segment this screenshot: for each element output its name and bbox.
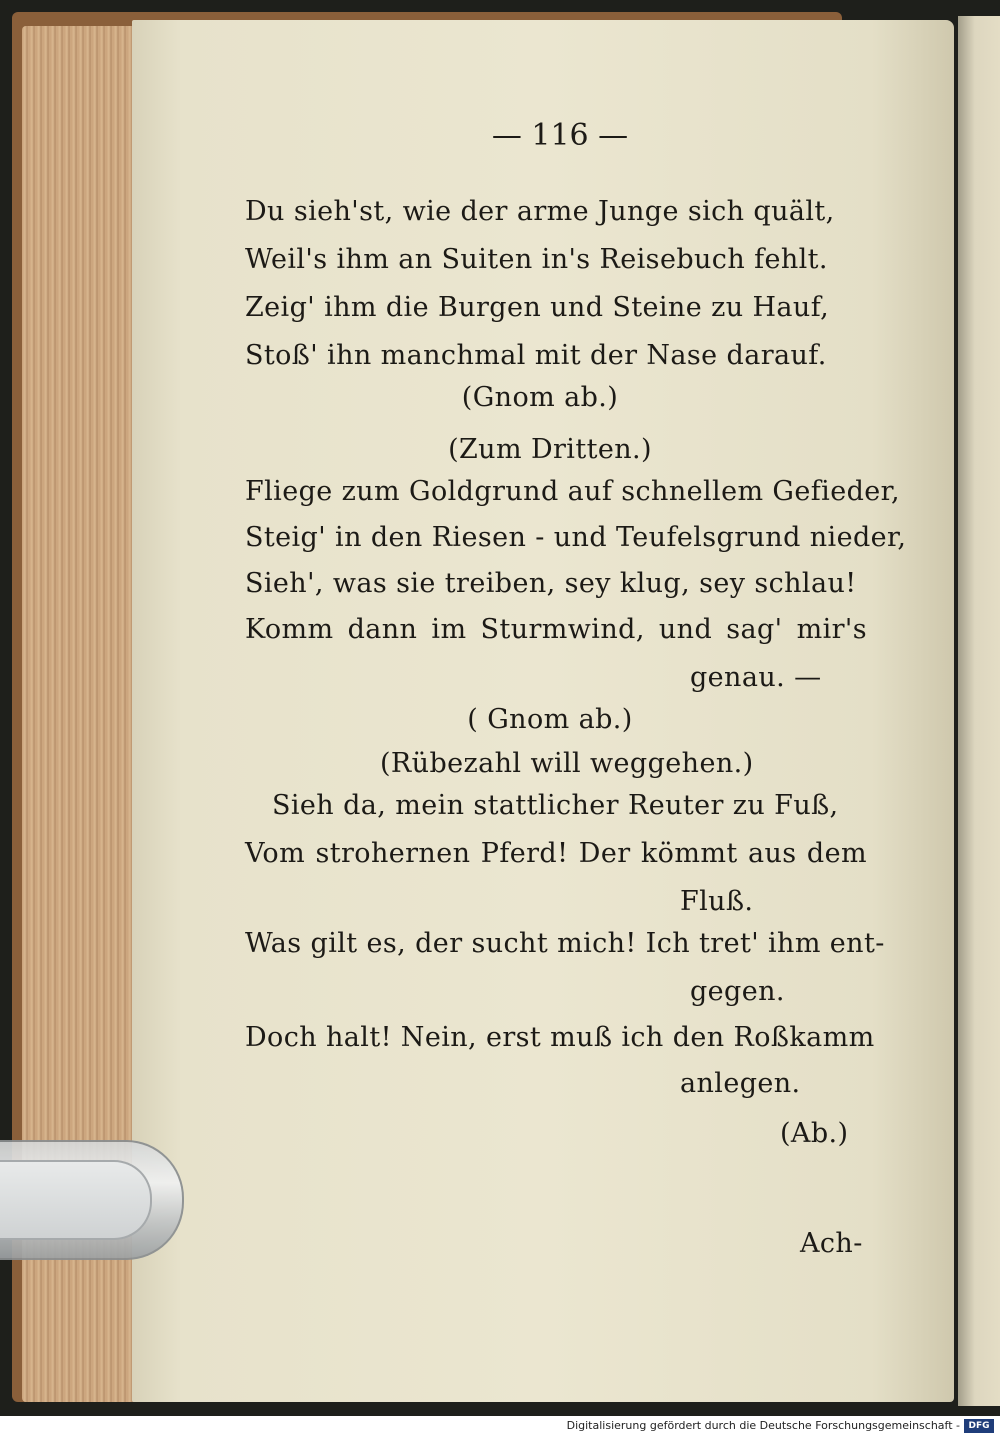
page-number: — 116 —: [491, 118, 629, 153]
text-line: Komm dann im Sturmwind, und sag' mir's: [245, 614, 867, 645]
catchword: Ach-: [800, 1228, 863, 1259]
text-line: gegen.: [690, 976, 785, 1007]
text-line: Was gilt es, der sucht mich! Ich tret' ihm ent-: [245, 928, 885, 959]
text-line: Sieh da, mein stattlicher Reuter zu Fuß,: [272, 790, 839, 821]
dfg-logo: DFG: [964, 1419, 994, 1433]
text-line: Weil's ihm an Suiten in's Reisebuch fehlt.: [245, 244, 828, 275]
bookmark-clip-inner: [0, 1160, 152, 1240]
text-line: Sieh', was sie treiben, sey klug, sey schlau!: [245, 568, 857, 599]
text-line: Zeig' ihm die Burgen und Steine zu Hauf,: [245, 292, 830, 323]
stage-direction: (Rübezahl will weggehen.): [380, 748, 754, 779]
stage-direction: (Gnom ab.): [461, 382, 619, 413]
text-line: Doch halt! Nein, erst muß ich den Roßkamm: [245, 1022, 875, 1053]
text-line: Stoß' ihn manchmal mit der Nase darauf.: [245, 340, 827, 371]
text-line: genau. —: [690, 662, 822, 693]
stage-direction: (Zum Dritten.): [448, 434, 652, 465]
text-line: anlegen.: [680, 1068, 801, 1099]
footer-credit: Digitalisierung gefördert durch die Deutsche Forschungsgemeinschaft -: [566, 1419, 960, 1432]
text-line: Du sieh'st, wie der arme Junge sich quält,: [245, 196, 835, 227]
text-line: Steig' in den Riesen - und Teufelsgrund nieder,: [245, 522, 907, 553]
text-line: Vom strohernen Pferd! Der kömmt aus dem: [245, 838, 867, 869]
stage-direction: (Ab.): [780, 1118, 849, 1149]
footer-bar: [0, 1416, 1000, 1437]
text-line: Fluß.: [680, 886, 754, 917]
text-line: Fliege zum Goldgrund auf schnellem Gefieder,: [245, 476, 900, 507]
stage-direction: ( Gnom ab.): [467, 704, 633, 735]
facing-page-edge: [958, 16, 1000, 1406]
